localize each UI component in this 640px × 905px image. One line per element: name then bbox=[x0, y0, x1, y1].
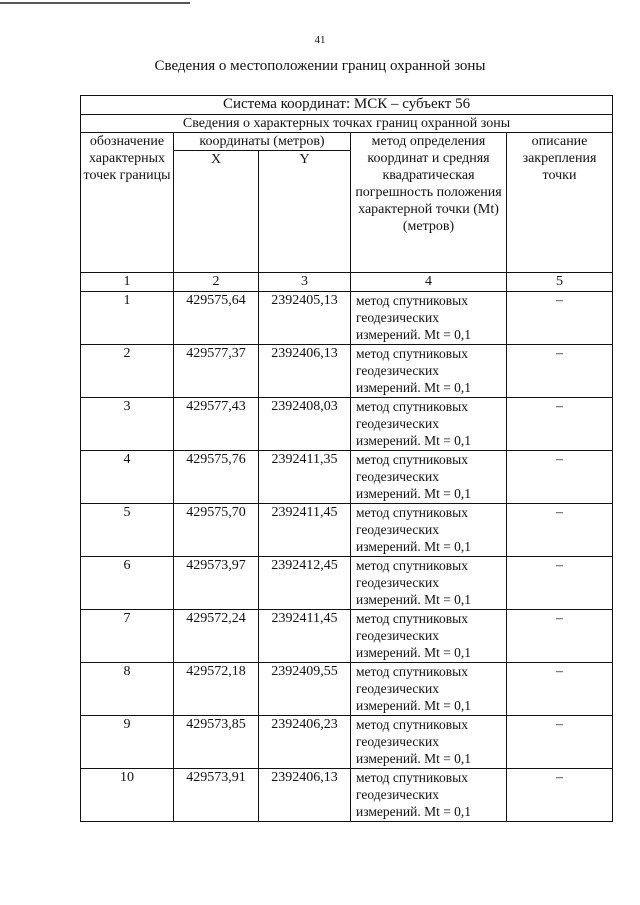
column-number: 4 bbox=[351, 273, 507, 292]
cell-point: 5 bbox=[81, 504, 174, 557]
cell-x: 429575,76 bbox=[174, 451, 259, 504]
cell-method: метод спутниковых геодезических измерений. Mt = 0,1 bbox=[351, 769, 507, 822]
table-row bbox=[81, 292, 613, 345]
column-number: 1 bbox=[81, 273, 174, 292]
table-row bbox=[81, 663, 613, 716]
cell-y: 2392406,23 bbox=[259, 716, 351, 769]
cell-y: 2392406,13 bbox=[259, 769, 351, 822]
table-row bbox=[81, 769, 613, 822]
cell-y: 2392405,13 bbox=[259, 292, 351, 345]
page-number: 41 bbox=[314, 34, 326, 46]
cell-description: – bbox=[507, 504, 613, 557]
column-numbers-row bbox=[81, 273, 613, 292]
header-x: X bbox=[174, 151, 259, 273]
header-y: Y bbox=[259, 151, 351, 273]
cell-description: – bbox=[507, 716, 613, 769]
cell-y: 2392411,45 bbox=[259, 504, 351, 557]
cell-y: 2392411,45 bbox=[259, 610, 351, 663]
cell-x: 429572,24 bbox=[174, 610, 259, 663]
table-row bbox=[81, 610, 613, 663]
cell-description: – bbox=[507, 610, 613, 663]
cell-point: 3 bbox=[81, 398, 174, 451]
column-number: 2 bbox=[174, 273, 259, 292]
column-number: 5 bbox=[507, 273, 613, 292]
cell-x: 429572,18 bbox=[174, 663, 259, 716]
cell-method: метод спутниковых геодезических измерений. Mt = 0,1 bbox=[351, 663, 507, 716]
cell-y: 2392409,55 bbox=[259, 663, 351, 716]
cell-method: метод спутниковых геодезических измерений. Mt = 0,1 bbox=[351, 292, 507, 345]
cell-description: – bbox=[507, 345, 613, 398]
cell-method: метод спутниковых геодезических измерений. Mt = 0,1 bbox=[351, 451, 507, 504]
cell-point: 7 bbox=[81, 610, 174, 663]
cell-point: 8 bbox=[81, 663, 174, 716]
boundary-points-table bbox=[80, 95, 613, 822]
cell-description: – bbox=[507, 398, 613, 451]
coordinate-system-row bbox=[81, 96, 613, 115]
cell-x: 429573,91 bbox=[174, 769, 259, 822]
cell-x: 429573,97 bbox=[174, 557, 259, 610]
cell-description: – bbox=[507, 769, 613, 822]
cell-y: 2392411,35 bbox=[259, 451, 351, 504]
cell-description: – bbox=[507, 557, 613, 610]
cell-x: 429573,85 bbox=[174, 716, 259, 769]
coordinate-system-cell: Система координат: МСК – субъект 56 bbox=[81, 96, 613, 115]
table-row bbox=[81, 557, 613, 610]
cell-x: 429577,37 bbox=[174, 345, 259, 398]
table-row bbox=[81, 398, 613, 451]
cell-x: 429577,43 bbox=[174, 398, 259, 451]
cell-x: 429575,70 bbox=[174, 504, 259, 557]
table-row bbox=[81, 504, 613, 557]
scan-edge-line bbox=[0, 2, 190, 4]
cell-point: 6 bbox=[81, 557, 174, 610]
cell-y: 2392406,13 bbox=[259, 345, 351, 398]
header-method: метод определения координат и средняя квадратическая погрешность положения характерной точки (Mt) (метров) bbox=[351, 133, 507, 273]
cell-description: – bbox=[507, 663, 613, 716]
cell-point: 10 bbox=[81, 769, 174, 822]
cell-point: 1 bbox=[81, 292, 174, 345]
column-number: 3 bbox=[259, 273, 351, 292]
cell-method: метод спутниковых геодезических измерений. Mt = 0,1 bbox=[351, 557, 507, 610]
document-title: Сведения о местоположении границ охранной зоны bbox=[154, 58, 486, 74]
cell-y: 2392408,03 bbox=[259, 398, 351, 451]
section-title-row bbox=[81, 115, 613, 133]
cell-point: 9 bbox=[81, 716, 174, 769]
header-coordinates: координаты (метров) bbox=[174, 133, 351, 151]
cell-method: метод спутниковых геодезических измерений. Mt = 0,1 bbox=[351, 504, 507, 557]
cell-method: метод спутниковых геодезических измерений. Mt = 0,1 bbox=[351, 716, 507, 769]
header-point: обозначение характерных точек границы bbox=[81, 133, 174, 273]
table-row bbox=[81, 451, 613, 504]
table-row bbox=[81, 716, 613, 769]
cell-description: – bbox=[507, 451, 613, 504]
table-row bbox=[81, 345, 613, 398]
header-description: описание закрепления точки bbox=[507, 133, 613, 273]
cell-method: метод спутниковых геодезических измерений. Mt = 0,1 bbox=[351, 610, 507, 663]
cell-method: метод спутниковых геодезических измерений. Mt = 0,1 bbox=[351, 398, 507, 451]
header-row bbox=[81, 133, 613, 151]
cell-y: 2392412,45 bbox=[259, 557, 351, 610]
cell-point: 4 bbox=[81, 451, 174, 504]
cell-point: 2 bbox=[81, 345, 174, 398]
cell-x: 429575,64 bbox=[174, 292, 259, 345]
cell-description: – bbox=[507, 292, 613, 345]
section-title-cell: Сведения о характерных точках границ охранной зоны bbox=[81, 115, 613, 133]
cell-method: метод спутниковых геодезических измерений. Mt = 0,1 bbox=[351, 345, 507, 398]
